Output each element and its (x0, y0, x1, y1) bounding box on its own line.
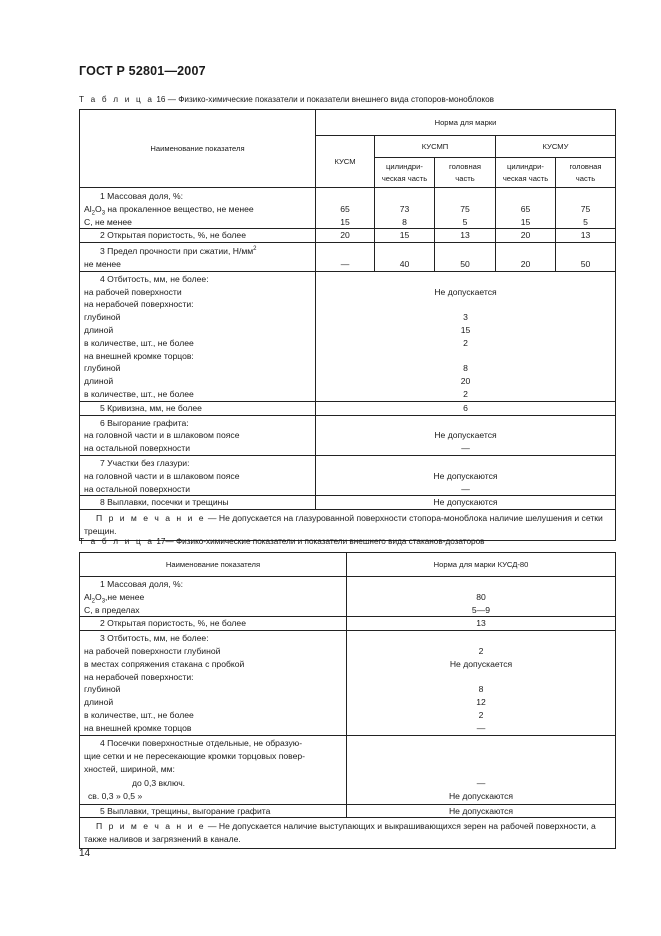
header-kusm: КУСМ (316, 136, 375, 188)
table17-caption: Т а б л и ц а 17— Физико-химические показатели и показатели внешнего вида стаканов-дозаторов (79, 537, 485, 546)
table-row: 1 Массовая доля, %: $Al_2O_3,не$ менее С, в пределах 80 5—9 (80, 577, 616, 617)
header-kusmp: КУСМП (375, 136, 496, 158)
table-row: 5 Выплавки, трещины, выгорание графита Не допускаются (80, 804, 616, 818)
table-row: 3 Предел прочности при сжатии, $Н/мм^2$ не менее — 40 50 20 50 (80, 243, 616, 272)
header-name: Наименование показателя (80, 110, 316, 188)
table-row: 3 Отбитость, мм, не более: на рабочей поверхности глубиной в местах сопряжения стакана с пробкой на нерабочей поверхности: глубиной длиной в количестве, шт., не более на внешней кромке торцов 2 Не допускается 8 12 2 — (80, 631, 616, 735)
table-row: 6 Выгорание графита: на головной части и в шлаковом поясе на остальной поверхности Не допускается — (80, 415, 616, 455)
table16-caption: Т а б л и ц а 16 — Физико-химические показатели и показатели внешнего вида стопоров-моноблоков (79, 95, 494, 104)
table-row: 4 Посечки поверхностные отдельные, не образую- щие сетки и не пересекающие кромки торцовых повер- хностей, шириной, мм: до 0,3 включ. св. 0,3 » 0,5 » — Не допускаются (80, 735, 616, 804)
table-row: 1 Массовая доля, %: $Al_2O_3$ на прокаленное вещество, не менее С, не менее 65 15 73 8 75 5 65 15 75 5 (80, 188, 616, 229)
table-row: 2 Открытая пористость, %, не более 13 (80, 617, 616, 631)
header-kusmu: КУСМУ (496, 136, 616, 158)
document-id: ГОСТ Р 52801—2007 (79, 64, 206, 78)
table16-note: П р и м е ч а н и е — Не допускается на глазурованной поверхности стопора-моноблока наличие шелушения и сетки трещин. (80, 510, 616, 541)
table-row: 8 Выплавки, посечки и трещины Не допускаются (80, 496, 616, 510)
table-row: 7 Участки без глазури: на головной части и в шлаковом поясе на остальной поверхности Не допускаются — (80, 455, 616, 495)
header-norm: Норма для марки (316, 110, 616, 136)
table16: Наименование показателя Норма для марки КУСМ КУСМП КУСМУ цилиндри- ческая часть головная часть цилиндри- ческая часть головная часть 1 Массовая доля, %: $Al_2O_3$ на прокаленное вещество, не менее С, не менее 65 15 73 8 75 5 65 15 75 5 2 Открытая пористость, %, не более 20 15 13 20 13 3 Предел прочности при сжатии, $Н/мм^2$ не менее — 40 50 20 50 4 Отбитость, мм, не более: на рабочей поверхности на нерабочей поверхности: глубиной длиной в количестве, шт., не более на внешней кромке торцов: глубиной длиной в количестве, шт., не более Не допускается 3 15 2 8 20 2 5 Кривизна, мм, не более 6 6 Выгорание графита: на головной части и в шлаковом поясе на остальной поверхности Не допускается — 7 Участки без глазури: на головной части и в шлаковом поясе на остальной поверхности Не допускаются — 8 Выплавки, посечки и трещины Не допускаются П р и м е ч а н и е — Не допускается на глазурованной поверхности стопора-моноблока наличие шелушения и сетки трещин. (79, 109, 616, 541)
table17-note: П р и м е ч а н и е — Не допускается наличие выступающих и выкрашивающихся зерен на рабочей поверхности, а также наливов и загрязнений в канале. (80, 818, 616, 849)
header-name: Наименование показателя (80, 553, 347, 577)
header-norm: Норма для марки КУСД-80 (347, 553, 616, 577)
table-row: 5 Кривизна, мм, не более 6 (80, 401, 616, 415)
table17 (79, 552, 616, 849)
table-row: 2 Открытая пористость, %, не более 20 15 13 20 13 (80, 229, 616, 243)
page-number: 14 (79, 848, 91, 859)
table-row: 4 Отбитость, мм, не более: на рабочей поверхности на нерабочей поверхности: глубиной длиной в количестве, шт., не более на внешней кромке торцов: глубиной длиной в количестве, шт., не более Не допускается 3 15 2 8 20 2 (80, 271, 616, 401)
